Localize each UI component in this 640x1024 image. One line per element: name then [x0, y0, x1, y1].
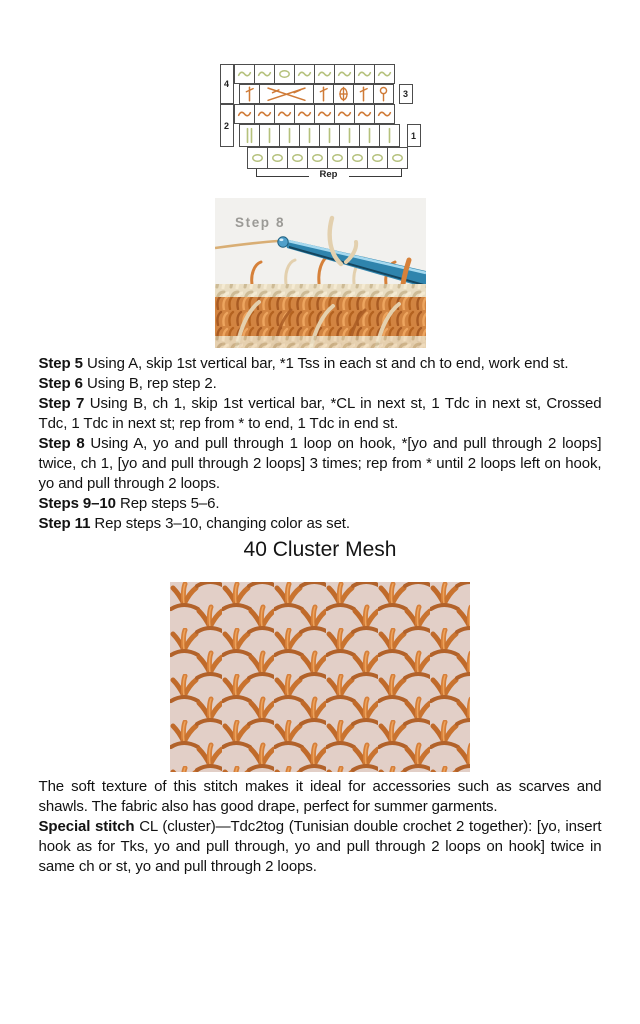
stitch-cell-tilde — [354, 104, 375, 124]
stitch-cell-tilde — [314, 104, 335, 124]
stitch-cell-tdc — [313, 84, 334, 104]
stitch-cell-bar — [339, 124, 360, 147]
steps-9-10-instruction — [39, 494, 602, 514]
stitch-cell-oval — [367, 147, 388, 169]
pattern-description — [39, 777, 602, 877]
step-text: Using B, ch 1, skip 1st vertical bar, *CL in next st, 1 Tdc in next st, Crossed Tdc, 1 Tdc in next st; rep from * to end, 1 Tdc in end st. — [38, 395, 602, 432]
stitch-cell-tdc — [353, 84, 374, 104]
stitch-cell-oval — [347, 147, 368, 169]
stitch-cell-oval — [307, 147, 328, 169]
step-label: Step 5 — [38, 355, 83, 372]
step-text: Rep steps 5–6. — [115, 495, 220, 512]
stitch-cell-tilde — [254, 64, 275, 84]
cluster-mesh-swatch-photo — [170, 582, 470, 772]
cluster-mesh-illustration — [170, 582, 470, 772]
step-label: Step 11 — [38, 515, 91, 532]
stitch-cell-tilde — [334, 64, 355, 84]
step8-photo — [215, 198, 426, 348]
stitch-cell-bar — [319, 124, 340, 147]
stitch-cell-tilde — [294, 64, 315, 84]
step-text: Using A, skip 1st vertical bar, *1 Tss in each st and ch to end, work end st. — [82, 355, 569, 372]
step-7-instruction — [39, 394, 602, 434]
paragraph-text: The soft texture of this stitch makes it ideal for accessories such as scarves and shawls. The fabric also has good drape, perfect for summer garments. — [38, 778, 602, 815]
stitch-cell-tilde — [334, 104, 355, 124]
paragraph-text: CL (cluster)—Tdc2tog (Tunisian double crochet 2 together): [yo, insert hook as for Tks, yo and pull through, yo and pull through 2 loops on hook] twice in same ch or st, yo and pull through 2 loops. — [38, 818, 602, 875]
step-text: Using A, yo and pull through 1 loop on hook, *[yo and pull through 2 loops] twice, ch 1, [yo and pull through 2 loops] 3 times; rep from * until 2 loops left on hook, yo and pull through 2 loops. — [38, 435, 602, 492]
stitch-cell-endst — [373, 84, 394, 104]
stitch-cell-cluster — [333, 84, 354, 104]
row-number: 2 — [220, 104, 234, 147]
stitch-cell-tilde — [234, 104, 255, 124]
description-paragraph — [39, 777, 602, 817]
stitch-cell-bar — [359, 124, 380, 147]
step-6-instruction — [39, 374, 602, 394]
paragraph-label: Special stitch — [38, 818, 135, 835]
book-page — [0, 64, 640, 1024]
stitch-cell-tilde — [234, 64, 255, 84]
stitch-cell-tilde — [254, 104, 275, 124]
stitch-cell-tilde — [354, 64, 375, 84]
row-number: 3 — [399, 84, 413, 104]
step-text: Using B, rep step 2. — [82, 375, 217, 392]
stitch-cell-tilde — [314, 64, 335, 84]
stitch-chart — [220, 64, 421, 182]
stitch-cell-oval — [287, 147, 308, 169]
step-5-instruction — [39, 354, 602, 374]
step-8-instruction — [39, 434, 602, 494]
repeat-label: Rep — [309, 169, 349, 181]
photo-step-label: Step 8 — [234, 215, 285, 230]
stitch-cell-bar — [379, 124, 400, 147]
special-stitch-paragraph — [39, 817, 602, 877]
step-text: Rep steps 3–10, changing color as set. — [90, 515, 350, 532]
stitch-cell-bar — [259, 124, 280, 147]
step-label: Step 7 — [38, 395, 85, 412]
stitch-cell-bar2 — [239, 124, 260, 147]
row-number: 4 — [220, 64, 234, 104]
step-label: Steps 9–10 — [38, 495, 116, 512]
stitch-cell-tilde — [274, 104, 295, 124]
step-instructions — [39, 354, 602, 534]
stitch-cell-oval — [274, 64, 295, 84]
stitch-cell-oval — [327, 147, 348, 169]
stitch-cell-tilde — [294, 104, 315, 124]
stitch-cell-oval — [247, 147, 268, 169]
step-label: Step 8 — [38, 435, 85, 452]
stitch-cell-tdc — [239, 84, 260, 104]
row-number: 1 — [407, 124, 421, 147]
step-11-instruction — [39, 514, 602, 534]
stitch-cell-bar — [279, 124, 300, 147]
stitch-cell-tilde — [374, 64, 395, 84]
stitch-cell-bar — [299, 124, 320, 147]
stitch-cell-oval — [387, 147, 408, 169]
step-label: Step 6 — [38, 375, 83, 392]
pattern-title: 40 Cluster Mesh — [243, 538, 397, 561]
stitch-cell-oval — [267, 147, 288, 169]
repeat-bracket-left-tick — [256, 169, 257, 177]
step8-photo-illustration — [215, 198, 426, 348]
stitch-cell-crossed — [259, 84, 314, 104]
repeat-bracket-right-tick — [401, 169, 402, 177]
stitch-cell-tilde — [374, 104, 395, 124]
